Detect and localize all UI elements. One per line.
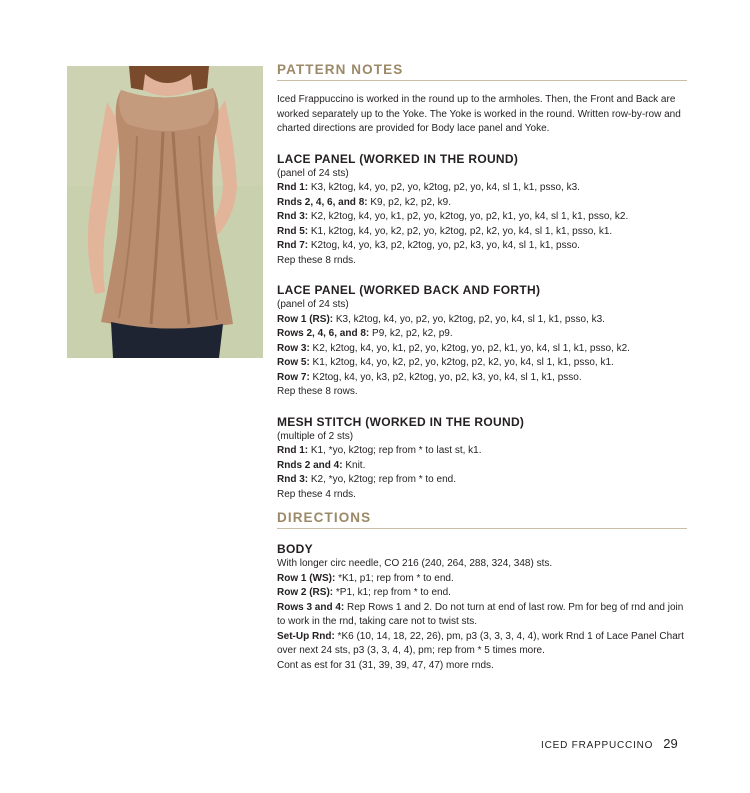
instruction-line bbox=[277, 327, 687, 342]
instruction-text: *P1, k1; rep from * to end. bbox=[333, 587, 451, 598]
instruction-text: K3, k2tog, k4, yo, p2, yo, k2tog, p2, yo, k4, sl 1, k1, psso, k3. bbox=[308, 182, 580, 193]
pattern-text-column bbox=[277, 62, 687, 673]
repeat-note: Rep these 8 rows. bbox=[277, 386, 358, 397]
instruction-label: Rnds 2, 4, 6, and 8: bbox=[277, 196, 368, 208]
instruction-text: K1, k2tog, k4, yo, k2, p2, yo, k2tog, p2, k2, yo, k4, sl 1, k1, psso, k1. bbox=[308, 225, 613, 237]
instruction-label: Rnd 3: bbox=[277, 211, 309, 222]
instruction-line bbox=[277, 181, 687, 196]
instruction-text: K9, p2, k2, p2, k9. bbox=[367, 196, 451, 208]
instruction-label: Row 1 (RS): bbox=[277, 313, 334, 325]
lace-round-instructions bbox=[277, 167, 687, 269]
garment-photo bbox=[67, 66, 263, 358]
pattern-notes-intro: Iced Frappuccino is worked in the round up to the armholes. Then, the Front and Back are worked separately up to the Yoke. The Yoke is worked in the round. Written row-by-row and charted directions are provided for Body lace panel and Yoke. bbox=[277, 94, 681, 134]
continue-note: Cont as est for 31 (31, 39, 39, 47, 47) more rnds. bbox=[277, 659, 494, 671]
body-instructions bbox=[277, 557, 687, 673]
instruction-label: Set-Up Rnd: bbox=[277, 630, 335, 642]
instruction-line bbox=[277, 196, 687, 211]
instruction-line bbox=[277, 601, 687, 630]
instruction-text: K2, k2tog, k4, yo, k1, p2, yo, k2tog, yo, p2, k1, yo, k4, sl 1, k1, psso, k2. bbox=[308, 211, 629, 222]
directions-title: DIRECTIONS bbox=[277, 510, 687, 529]
mesh-instructions bbox=[277, 430, 687, 503]
mesh-sub: (multiple of 2 sts) bbox=[277, 430, 354, 442]
pattern-notes-title: PATTERN NOTES bbox=[277, 62, 687, 81]
mesh-heading: MESH STITCH (WORKED IN THE ROUND) bbox=[277, 414, 525, 429]
body-heading: BODY bbox=[277, 542, 313, 556]
instruction-line bbox=[277, 239, 687, 254]
instruction-label: Rnd 7: bbox=[277, 240, 309, 251]
lace-flat-instructions bbox=[277, 298, 687, 400]
instruction-line bbox=[277, 342, 687, 357]
instruction-text: K1, k2tog, k4, yo, k2, p2, yo, k2tog, p2, k2, yo, k4, sl 1, k1, psso, k1. bbox=[309, 357, 614, 368]
instruction-label: Row 2 (RS): bbox=[277, 587, 334, 598]
repeat-note: Rep these 8 rnds. bbox=[277, 254, 356, 266]
lace-round-heading: LACE PANEL (WORKED IN THE ROUND) bbox=[277, 151, 519, 166]
instruction-text: K2, k2tog, k4, yo, k1, p2, yo, k2tog, yo, p2, k1, yo, k4, sl 1, k1, psso, k2. bbox=[309, 342, 630, 354]
lace-round-sub: (panel of 24 sts) bbox=[277, 167, 349, 179]
instruction-line bbox=[277, 210, 687, 225]
instruction-label: Rows 2, 4, 6, and 8: bbox=[277, 328, 370, 339]
instruction-text: Knit. bbox=[342, 459, 366, 471]
instruction-label: Rnd 1: bbox=[277, 445, 309, 456]
instruction-line bbox=[277, 473, 687, 488]
instruction-label: Rnd 3: bbox=[277, 474, 309, 485]
page-number: 29 bbox=[663, 736, 678, 751]
instruction-label: Rows 3 and 4: bbox=[277, 601, 345, 613]
instruction-text: K2tog, k4, yo, k3, p2, k2tog, yo, p2, k3, yo, k4, sl 1, k1, psso. bbox=[308, 240, 580, 251]
instruction-text: K1, *yo, k2tog; rep from * to last st, k1. bbox=[308, 445, 482, 456]
instruction-line bbox=[277, 630, 687, 659]
instruction-line bbox=[277, 459, 687, 474]
instruction-text: P9, k2, p2, k2, p9. bbox=[369, 328, 453, 339]
lace-flat-sub: (panel of 24 sts) bbox=[277, 299, 349, 310]
instruction-text: Rep Rows 1 and 2. Do not turn at end of last row. Pm for beg of rnd and join to work in the rnd, taking care not to twist sts. bbox=[277, 601, 684, 627]
instruction-label: Row 3: bbox=[277, 342, 310, 354]
instruction-label: Row 1 (WS): bbox=[277, 572, 336, 584]
instruction-label: Rnds 2 and 4: bbox=[277, 459, 343, 471]
lace-flat-heading: LACE PANEL (WORKED BACK AND FORTH) bbox=[277, 283, 541, 297]
instruction-line bbox=[277, 371, 687, 386]
instruction-line bbox=[277, 586, 687, 601]
instruction-text: *K6 (10, 14, 18, 22, 26), pm, p3 (3, 3, 3, 4, 4), work Rnd 1 of Lace Panel Chart over next 24 sts, p3 (3, 3, 4, 4), pm; rep from * 5 times more. bbox=[277, 630, 684, 656]
instruction-label: Row 7: bbox=[277, 371, 310, 383]
instruction-text: *K1, p1; rep from * to end. bbox=[335, 572, 454, 584]
instruction-line bbox=[277, 444, 687, 459]
body-intro: With longer circ needle, CO 216 (240, 264, 288, 324, 348) sts. bbox=[277, 558, 553, 569]
repeat-note: Rep these 4 rnds. bbox=[277, 488, 356, 500]
instruction-text: K2tog, k4, yo, k3, p2, k2tog, yo, p2, k3, yo, k4, sl 1, k1, psso. bbox=[309, 371, 582, 383]
page-footer bbox=[541, 736, 678, 751]
instruction-label: Row 5: bbox=[277, 357, 310, 368]
instruction-text: K2, *yo, k2tog; rep from * to end. bbox=[308, 474, 456, 485]
instruction-line bbox=[277, 356, 687, 371]
instruction-label: Rnd 1: bbox=[277, 182, 309, 193]
footer-pattern-name: ICED FRAPPUCCINO bbox=[541, 740, 654, 751]
instruction-line bbox=[277, 313, 687, 328]
instruction-line bbox=[277, 225, 687, 240]
sweater-photo-illustration bbox=[67, 66, 263, 358]
instruction-label: Rnd 5: bbox=[277, 225, 309, 237]
instruction-line bbox=[277, 572, 687, 587]
instruction-text: K3, k2tog, k4, yo, p2, yo, k2tog, p2, yo, k4, sl 1, k1, psso, k3. bbox=[333, 313, 605, 325]
